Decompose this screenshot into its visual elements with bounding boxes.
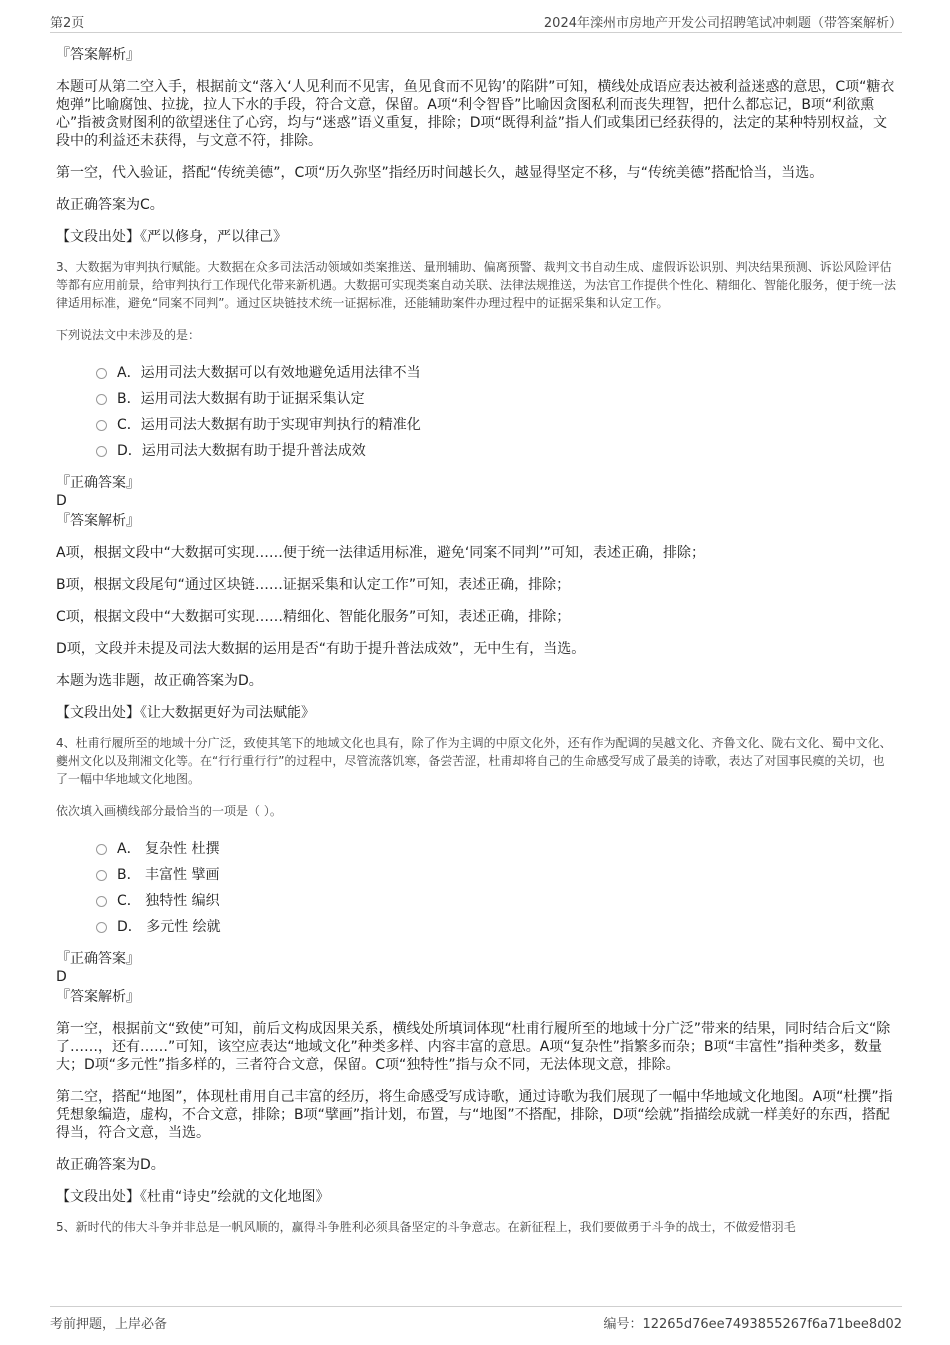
option-label: B．运用司法大数据有助于证据采集认定 [117, 391, 365, 407]
document-code: 编号：12265d76ee7493855267f6a71bee8d02 [603, 1317, 902, 1332]
option-label: B． 丰富性 擘画 [117, 867, 220, 883]
source-citation: 【文段出处】《严以修身，严以律己》 [56, 229, 287, 245]
question-text: 4、杜甫行履所至的地域十分广泛，致使其笔下的地域文化也具有，除了作为主调的中原文化外，还有作为配调的吴越文化、齐鲁文化、陇右文化、蜀中文化、夔州文化以及荆湘文化等。在“行行重行行”的过程中，尽管流落饥寒，备尝苦涩，杜甫却将自己的生命感受写成了最美的诗歌，表达了对国事民瘼的关切，也 了一幅中华地域文化地图。 [56, 736, 892, 786]
radio-icon[interactable] [96, 922, 107, 933]
correct-answer-label: 『正确答案』 [56, 475, 140, 491]
page-footer [50, 1306, 902, 1331]
analysis-paragraph: 本题可从第二空入手，根据前文“落入‘人见利而不见害，鱼见食而不见钩’的陷阱”可知，横线处成语应表达被利益迷惑的意思，C项“糖衣炮弹”比喻腐蚀、拉拢，拉人下水的手段，符合文意，保留。A项“利令智昏”比喻因贪图私利而丧失理智，把什么都忘记，B项“利欲熏心”指被贪财图利的欲望迷住了心窍，均与“迷惑”语义重复，排除；D项“既得利益”指人们或集团已经获得的，法定的某种特别权益，文段中的利益还未获得，与文意不符，排除。 [56, 79, 895, 149]
option-d[interactable] [96, 438, 900, 464]
question-prompt: 下列说法文中未涉及的是： [56, 328, 201, 342]
option-label: C．运用司法大数据有助于实现审判执行的精准化 [117, 417, 421, 433]
prev-analysis-section [56, 46, 900, 64]
option-label: D． 多元性 绘就 [117, 919, 221, 935]
option-c[interactable] [96, 412, 900, 438]
source-citation: 【文段出处】《杜甫“诗史”绘就的文化地图》 [56, 1189, 330, 1205]
analysis-paragraph: 第一空，根据前文“致使”可知，前后文构成因果关系，横线处所填词体现“杜甫行履所至的地域十分广泛”带来的结果，同时结合后文“除了……，还有……”可知，该空应表达“地域文化”种类多样、内容丰富的意思。A项“复杂性”指繁多而杂；B项“丰富性”指种类多，数量大；D项“多元性”指多样的，三者符合文意，保留。C项“独特性”指与众不同，无法体现文意，排除。 [56, 1021, 891, 1073]
radio-icon[interactable] [96, 844, 107, 855]
radio-icon[interactable] [96, 870, 107, 881]
analysis-paragraph: C项，根据文段中“大数据可实现……精细化、智能化服务”可知，表述正确，排除； [56, 609, 571, 625]
source-citation: 【文段出处】《让大数据更好为司法赋能》 [56, 705, 315, 721]
analysis-paragraph: 故正确答案为D。 [56, 1157, 165, 1173]
question-prompt: 依次填入画横线部分最恰当的一项是（ ）。 [56, 804, 282, 818]
question-4 [56, 734, 900, 1206]
option-d[interactable] [96, 914, 900, 940]
radio-icon[interactable] [96, 394, 107, 405]
question-3 [56, 258, 900, 722]
correct-answer-value: D [56, 493, 67, 509]
option-label: A．运用司法大数据可以有效地避免适用法律不当 [117, 365, 421, 381]
option-b[interactable] [96, 386, 900, 412]
radio-icon[interactable] [96, 420, 107, 431]
options-list [96, 360, 900, 464]
footer-slogan: 考前押题，上岸必备 [50, 1317, 168, 1332]
option-label: C． 独特性 编织 [117, 893, 220, 909]
analysis-paragraph: 第二空，搭配“地图”，体现杜甫用自己丰富的经历，将生命感受写成诗歌，通过诗歌为我们展现了一幅中华地域文化地图。A项“杜撰”指凭想象编造，虚构，不合文意，排除；B项“擘画”指计划，布置，与“地图”不搭配，排除，D项“绘就”指描绘成就一样美好的东西，搭配得当，符合文意，当选。 [56, 1089, 893, 1141]
question-text: 5、新时代的伟大斗争并非总是一帆风顺的，赢得斗争胜利必须具备坚定的斗争意志。在新征程上，我们要做勇于斗争的战士，不做爱惜羽毛 [56, 1220, 796, 1234]
option-a[interactable] [96, 836, 900, 862]
radio-icon[interactable] [96, 896, 107, 907]
document-content [56, 46, 900, 1250]
correct-answer-value: D [56, 969, 67, 985]
page-number: 第2页 [50, 16, 85, 31]
analysis-paragraph: 第一空，代入验证，搭配“传统美德”，C项“历久弥坚”指经历时间越长久，越显得坚定不移，与“传统美德”搭配恰当，当选。 [56, 165, 824, 181]
analysis-paragraph: B项，根据文段尾句“通过区块链……证据采集和认定工作”可知，表述正确，排除； [56, 577, 571, 593]
option-b[interactable] [96, 862, 900, 888]
correct-answer-label: 『正确答案』 [56, 951, 140, 967]
analysis-label: 『答案解析』 [56, 47, 140, 63]
question-text: 3、大数据为审判执行赋能。大数据在众多司法活动领域如类案推送、量刑辅助、偏离预警、裁判文书自动生成、虚假诉讼识别、判决结果预测、诉讼风险评估等都有应用前景，给审判执行工作现代化带来新机遇。大数据可实现类案自动关联、法律法规推送，为法官工作提供个性化、精细化、智能化服务，便于统一法律适用标准，避免“同案不同判”。通过区块链技术统一证据标准，还能辅助案件办理过程中的证据采集和认定工作。 [56, 260, 897, 310]
radio-icon[interactable] [96, 368, 107, 379]
options-list [96, 836, 900, 940]
analysis-label: 『答案解析』 [56, 513, 140, 529]
page-header [50, 10, 902, 33]
analysis-paragraph: A项，根据文段中“大数据可实现……便于统一法律适用标准，避免‘同案不同判’”可知，表述正确，排除； [56, 545, 705, 561]
analysis-paragraph: 故正确答案为C。 [56, 197, 164, 213]
analysis-label: 『答案解析』 [56, 989, 140, 1005]
analysis-paragraph: D项，文段并未提及司法大数据的运用是否“有助于提升普法成效”，无中生有，当选。 [56, 641, 586, 657]
document-title: 2024年滦州市房地产开发公司招聘笔试冲刺题（带答案解析） [543, 16, 902, 31]
question-5 [56, 1218, 900, 1236]
option-label: D．运用司法大数据有助于提升普法成效 [117, 443, 366, 459]
option-label: A． 复杂性 杜撰 [117, 841, 220, 857]
radio-icon[interactable] [96, 446, 107, 457]
analysis-paragraph: 本题为选非题，故正确答案为D。 [56, 673, 263, 689]
option-c[interactable] [96, 888, 900, 914]
option-a[interactable] [96, 360, 900, 386]
